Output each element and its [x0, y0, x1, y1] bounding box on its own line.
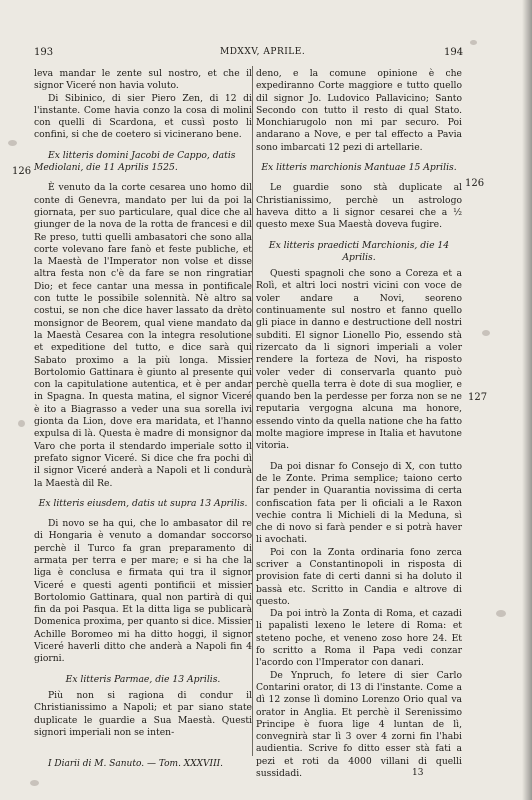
stain-mark	[496, 610, 506, 617]
paragraph: È venuto da la corte cesarea uno homo dil conte di Genevra, mandato per lui da poi la giornata, per suo particulare, qual dice che al giunger de la nova de la rotta de francesi e dil Re preso, tutti quelli ambasatori che sono alla corte volevano fare fanò et feste publiche, et la Maestà de l'Imperator non volse et disse altra festa non c'è da fare se non ringratiar Dio; et fece cantar una messa in pontificale con tutte le possibile solennità. Nè altro sa costui, se non che dice haver lassato da drèto monsignor de Beorem, qual viene mandato da la Maestà Cesarea con la integra resolutione et expeditione del tutto, e dice sarà qui Sabato proximo a la più longa. Missier Bortolomio Gattinara è giunto al presente qui con la capitulatione autentica, et è per andar in Spagna. In questa matina, el signor Viceré è ito a Biagrasso a veder una sua sorella ivi gionta da Lion, dove era maridata, et l'hanno expulsa di là. Questa è madre di monsignor da Varo che porta il stendardo imperiale sotto il prefato signor Viceré. Si dice che fra pochi dì il signor Viceré anderà a Napoli et li condurà la Maestà dil Re.	[34, 182, 252, 489]
margin-number: 126	[12, 166, 32, 177]
paragraph: Da poi disnar fo Consejo di X, con tutto de le Zonte. Prima semplice; taiono certo far pender in Quarantia novissima di certa confiscation fata per li oficiali a le Raxon vechie contra li Michieli di la Meduna, sì che di novo si farà pender e si potrà haver li avochati.	[256, 460, 462, 546]
paragraph: Più non si ragiona di condur il Christianissimo a Napoli; et par siano state duplicate le guardie a Sua Maestà. Questi signori imperiali non se inten-	[34, 689, 252, 738]
section-heading: Ex litteris praedicti Marchionis, die 14 Aprilis.	[268, 239, 450, 263]
paragraph: leva mandar le zente sul nostro, et che il signor Viceré non havia voluto.	[34, 68, 252, 92]
paragraph: De Ynpruch, fo letere di sier Carlo Contarini orator, di 13 di l'instante. Come a dì 12 zonse lì domino Lorenzo Orio qual va orator in Anglia. Et perchè il Serenissimo Principe è fuora lige 4 luntan de lì, convegnirà star lì 3 over 4 zorni fin l'habi audientia. Scrive fo ditto esser stà fati a pezi et roti da 4000 villani di quelli sussidadi.	[256, 669, 462, 780]
stain-mark	[470, 40, 477, 45]
stain-mark	[30, 780, 39, 786]
column-divider	[252, 66, 253, 756]
paragraph: Da poi intrò la Zonta di Roma, et cazadi li papalisti lexeno le letere di Roma: et steteno poche, et veneno zoso hore 24. Et fo scritto a Roma il Papa vedi conzar l'acordo con l'Imperator con danari.	[256, 608, 462, 669]
signature-mark: 13	[412, 768, 424, 778]
paragraph: Poi con la Zonta ordinaria fono zerca scriver a Constantinopoli in risposta di provision fate di certi danni si ha doluto il bassà etc. Scritto in Candia e altrove di questo.	[256, 546, 462, 607]
left-column	[34, 68, 252, 739]
paragraph: Di novo se ha qui, che lo ambasator dil re di Hongaria è venuto a domandar soccorso perchè il Turco fa gran preparamento di armata per terra e per mare; e si ha che la liga è conclusa e firmata qui tra il signor Viceré e questi agenti pontificii et missier Bortolomio Gattinara, qual non partirà di qui fin da poi Pasqua. Et la ditta liga se publicarà Domenica proxima, per quanto si dice. Missier Achille Boromeo mi ha ditto hoggi, il signor Viceré haverli ditto che anderà a Napoli fin 4 giorni.	[34, 518, 252, 665]
stain-mark	[18, 420, 25, 427]
section-heading: Ex litteris domini Jacobi de Cappo, datis Mediolani, die 11 Aprilis 1525.	[34, 149, 236, 174]
section-heading: Ex litteris Parmae, die 13 Aprilis.	[65, 673, 221, 685]
page-number-right: 194	[444, 47, 464, 58]
paragraph: Le guardie sono stà duplicate al Christianissimo, perchè un astrologo haveva ditto a li signor cesarei che a ½ questo mexe Sua Maestà doveva fugire.	[256, 182, 462, 231]
paragraph: deno, e la comune opinione è che expediranno Corte maggiore e tutto quello dil signor Jo. Ludovico Pallavicino; Santo Secondo con tutto il resto di qual Stato. Monchiarugolo non mi par securo. Poi andarano a Nove, e per tal effecto a Pavia sono imbarcati 12 pezi di artellarie.	[256, 68, 462, 153]
section-heading: Ex litteris marchionis Mantuae 15 Aprilis.	[261, 162, 457, 174]
margin-number: 127	[468, 392, 488, 403]
footer-title: I Diarii di M. Sanuto. — Tom. XXXVIII.	[48, 759, 224, 769]
paragraph: Di Sibinico, di sier Piero Zen, di 12 di l'instante. Come havia conzo la cosa di molini con quelli di Scardona, et cussì posto li confini, si che de coetero si vicinerano bene.	[34, 92, 252, 141]
running-head: MDXXV, APRILE.	[220, 47, 306, 57]
stain-mark	[482, 330, 490, 336]
page-edge-shadow	[522, 0, 532, 800]
stain-mark	[8, 140, 17, 146]
paragraph: Questi spagnoli che sono a Coreza et a Rolì, et altri loci nostri vicini con voce de voler andare a Novi, seoreno continuamente sul nostro et fanno quello gli piace in danno e destructione dell nostri subditi. El signor Lionello Pio, essendo stà rizercato da li signori imperiali a voler rendere la forteza de Novi, ha risposto voler veder di conservarla quanto può perchè quella terra è dote di sua moglier, e quando ben la perdesse per forza non se ne reputaria vergogna alcuna ma honore, essendo vinto da quella natione che ha fatto molte magiore imprese in Italia et havutone vitoria.	[256, 268, 462, 452]
right-column	[256, 68, 462, 780]
section-heading: Ex litteris eiusdem, datis ut supra 13 Aprilis.	[38, 497, 248, 509]
page-number-left: 193	[34, 47, 54, 58]
margin-number: 126	[465, 178, 485, 189]
